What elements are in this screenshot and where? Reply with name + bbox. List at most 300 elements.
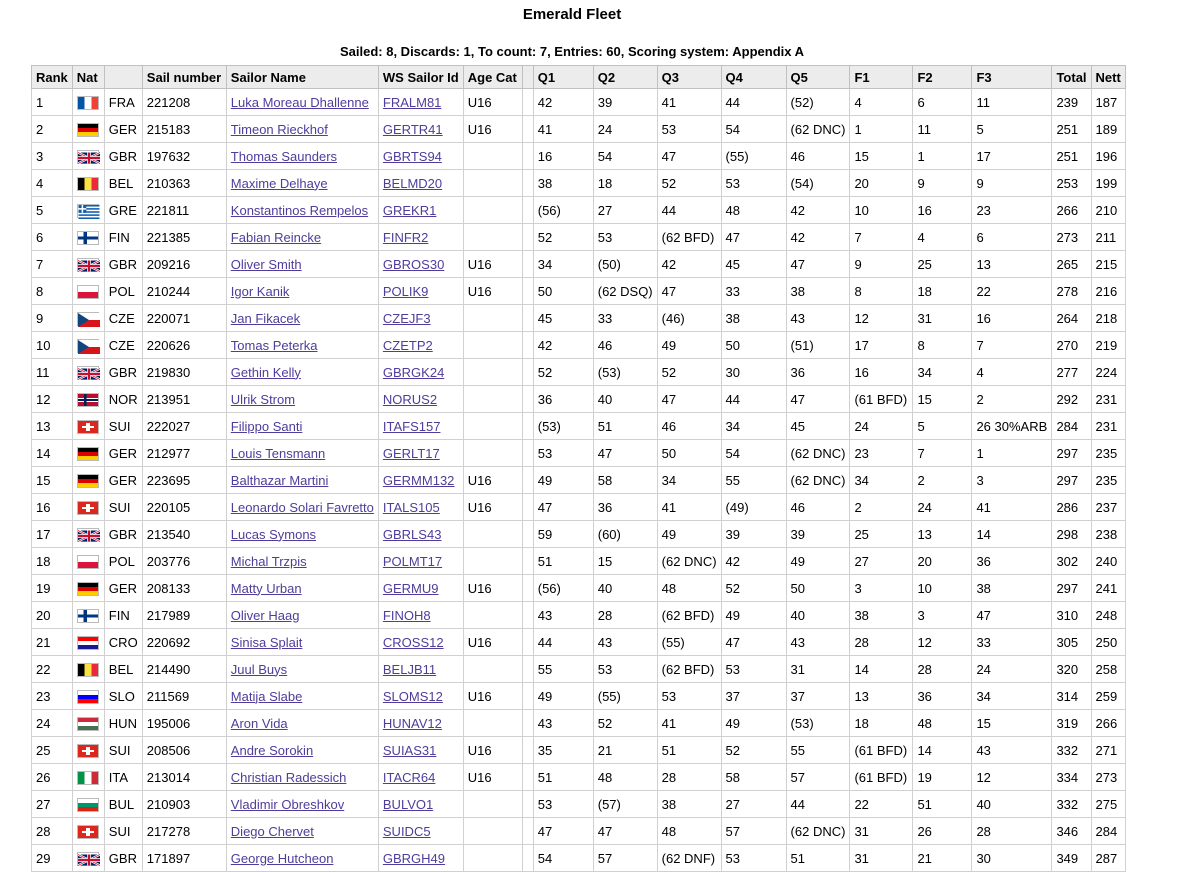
sail-number-cell: 209216 bbox=[142, 251, 226, 278]
ws-sailor-id-cell-link[interactable]: CZETP2 bbox=[382, 337, 433, 353]
table-row bbox=[32, 791, 1126, 818]
table-row bbox=[32, 116, 1126, 143]
pol-flag-icon bbox=[77, 555, 99, 569]
ws-sailor-id-cell-link[interactable]: SLOMS12 bbox=[382, 688, 443, 704]
q2-cell: 57 bbox=[593, 845, 657, 872]
nat-code-cell: CZE bbox=[104, 332, 142, 359]
q2-cell: (60) bbox=[593, 521, 657, 548]
ws-sailor-id-cell-link[interactable]: GBROS30 bbox=[382, 256, 445, 272]
sailor-name-cell bbox=[226, 791, 378, 818]
flag-cell bbox=[72, 629, 104, 656]
q1-cell: 50 bbox=[533, 278, 593, 305]
ws-sailor-id-cell bbox=[378, 413, 463, 440]
q2-cell: 58 bbox=[593, 467, 657, 494]
age-cat-cell: U16 bbox=[463, 764, 522, 791]
sailor-name-cell-link[interactable]: Oliver Haag bbox=[230, 607, 300, 623]
f2-cell: 1 bbox=[913, 143, 972, 170]
col-q2[interactable]: Q2 bbox=[593, 66, 657, 89]
q1-cell: 55 bbox=[533, 656, 593, 683]
col-nett[interactable]: Nett bbox=[1091, 66, 1125, 89]
q5-cell: 40 bbox=[786, 602, 850, 629]
q2-cell: 15 bbox=[593, 548, 657, 575]
flag-cell bbox=[72, 494, 104, 521]
sail-number-cell: 212977 bbox=[142, 440, 226, 467]
sail-number-cell: 208133 bbox=[142, 575, 226, 602]
rank-cell: 14 bbox=[32, 440, 73, 467]
sailor-name-cell-link[interactable]: Luka Moreau Dhallenne bbox=[230, 94, 369, 110]
f3-cell: 34 bbox=[972, 683, 1052, 710]
sail-number-cell: 220692 bbox=[142, 629, 226, 656]
sail-number-cell: 221385 bbox=[142, 224, 226, 251]
f2-cell: 21 bbox=[913, 845, 972, 872]
ws-sailor-id-cell-link[interactable]: BULVO1 bbox=[382, 796, 434, 812]
hun-flag-icon bbox=[77, 717, 99, 731]
age-cat-cell: U16 bbox=[463, 737, 522, 764]
total-cell: 253 bbox=[1052, 170, 1091, 197]
sail-number-cell: 210903 bbox=[142, 791, 226, 818]
ws-sailor-id-cell-link[interactable]: ITAFS157 bbox=[382, 418, 441, 434]
table-row bbox=[32, 845, 1126, 872]
nat-code-cell: NOR bbox=[104, 386, 142, 413]
ws-sailor-id-cell bbox=[378, 737, 463, 764]
q4-cell: 44 bbox=[721, 89, 786, 116]
q5-cell: 42 bbox=[786, 197, 850, 224]
sailor-name-cell bbox=[226, 467, 378, 494]
sailor-name-cell-link[interactable]: Leonardo Solari Favretto bbox=[230, 499, 374, 515]
flag-cell bbox=[72, 791, 104, 818]
total-cell: 251 bbox=[1052, 143, 1091, 170]
f1-cell: (61 BFD) bbox=[850, 737, 913, 764]
rank-cell: 21 bbox=[32, 629, 73, 656]
q2-cell: 36 bbox=[593, 494, 657, 521]
ws-sailor-id-cell-link[interactable]: GREKR1 bbox=[382, 202, 437, 218]
col-q1[interactable]: Q1 bbox=[533, 66, 593, 89]
nat-code-cell: GBR bbox=[104, 521, 142, 548]
col-rank[interactable]: Rank bbox=[32, 66, 73, 89]
table-row bbox=[32, 170, 1126, 197]
ws-sailor-id-cell bbox=[378, 683, 463, 710]
sailor-name-cell-link[interactable]: Diego Chervet bbox=[230, 823, 314, 839]
q2-cell: 18 bbox=[593, 170, 657, 197]
sailor-name-cell-link[interactable]: Matty Urban bbox=[230, 580, 302, 596]
f3-cell: 13 bbox=[972, 251, 1052, 278]
q4-cell: 52 bbox=[721, 575, 786, 602]
f2-cell: 15 bbox=[913, 386, 972, 413]
rank-cell: 7 bbox=[32, 251, 73, 278]
q4-cell: 44 bbox=[721, 386, 786, 413]
sailor-name-cell-link[interactable]: Louis Tensmann bbox=[230, 445, 326, 461]
sailor-name-cell-link[interactable]: Konstantinos Rempelos bbox=[230, 202, 369, 218]
f2-cell: 34 bbox=[913, 359, 972, 386]
ws-sailor-id-cell bbox=[378, 818, 463, 845]
q4-cell: (55) bbox=[721, 143, 786, 170]
q1-cell: 47 bbox=[533, 494, 593, 521]
fin-flag-icon bbox=[77, 231, 99, 245]
q3-cell: (55) bbox=[657, 629, 721, 656]
q3-cell: (62 DNF) bbox=[657, 845, 721, 872]
table-row bbox=[32, 413, 1126, 440]
sailor-name-cell-link[interactable]: Matija Slabe bbox=[230, 688, 303, 704]
q2-cell: (57) bbox=[593, 791, 657, 818]
col-nat[interactable]: Nat bbox=[72, 66, 104, 89]
table-row bbox=[32, 629, 1126, 656]
flag-cell bbox=[72, 467, 104, 494]
flag-cell bbox=[72, 143, 104, 170]
flag-cell bbox=[72, 656, 104, 683]
q5-cell: 43 bbox=[786, 305, 850, 332]
sailor-name-cell bbox=[226, 521, 378, 548]
spacer-cell bbox=[522, 575, 533, 602]
nett-cell: 235 bbox=[1091, 440, 1125, 467]
sailor-name-cell-link[interactable]: Fabian Reincke bbox=[230, 229, 322, 245]
f1-cell: 22 bbox=[850, 791, 913, 818]
q4-cell: 53 bbox=[721, 845, 786, 872]
f2-cell: 24 bbox=[913, 494, 972, 521]
spacer-cell bbox=[522, 224, 533, 251]
total-cell: 297 bbox=[1052, 467, 1091, 494]
rank-cell: 27 bbox=[32, 791, 73, 818]
flag-cell bbox=[72, 197, 104, 224]
f2-cell: 2 bbox=[913, 467, 972, 494]
f3-cell: 43 bbox=[972, 737, 1052, 764]
sailor-name-cell bbox=[226, 575, 378, 602]
sailor-name-cell-link[interactable]: Maxime Delhaye bbox=[230, 175, 328, 191]
q1-cell: (56) bbox=[533, 197, 593, 224]
ws-sailor-id-cell-link[interactable]: GBRTS94 bbox=[382, 148, 442, 164]
col-q4[interactable]: Q4 bbox=[721, 66, 786, 89]
q3-cell: 52 bbox=[657, 170, 721, 197]
spacer-cell bbox=[522, 170, 533, 197]
col-spacer bbox=[522, 66, 533, 89]
total-cell: 284 bbox=[1052, 413, 1091, 440]
f1-cell: 12 bbox=[850, 305, 913, 332]
col-ws-sailor-id[interactable]: WS Sailor Id bbox=[378, 66, 463, 89]
col-f1[interactable]: F1 bbox=[850, 66, 913, 89]
ws-sailor-id-cell-link[interactable]: POLMT17 bbox=[382, 553, 443, 569]
q5-cell: (62 DNC) bbox=[786, 467, 850, 494]
sailor-name-cell-link[interactable]: Timeon Rieckhof bbox=[230, 121, 328, 137]
total-cell: 349 bbox=[1052, 845, 1091, 872]
total-cell: 292 bbox=[1052, 386, 1091, 413]
nat-code-cell: GER bbox=[104, 116, 142, 143]
f3-cell: 14 bbox=[972, 521, 1052, 548]
sailor-name-cell-link[interactable]: Andre Sorokin bbox=[230, 742, 314, 758]
q1-cell: 44 bbox=[533, 629, 593, 656]
age-cat-cell bbox=[463, 305, 522, 332]
q5-cell: 36 bbox=[786, 359, 850, 386]
f3-cell: 3 bbox=[972, 467, 1052, 494]
f3-cell: 17 bbox=[972, 143, 1052, 170]
f3-cell: 6 bbox=[972, 224, 1052, 251]
age-cat-cell bbox=[463, 143, 522, 170]
total-cell: 273 bbox=[1052, 224, 1091, 251]
q1-cell: 38 bbox=[533, 170, 593, 197]
col-q3[interactable]: Q3 bbox=[657, 66, 721, 89]
gbr-flag-icon bbox=[77, 258, 99, 272]
ws-sailor-id-cell-link[interactable]: GBRGH49 bbox=[382, 850, 446, 866]
ws-sailor-id-cell-link[interactable]: ITACR64 bbox=[382, 769, 436, 785]
f1-cell: 17 bbox=[850, 332, 913, 359]
sailor-name-cell bbox=[226, 737, 378, 764]
total-cell: 277 bbox=[1052, 359, 1091, 386]
sailor-name-cell-link[interactable]: Jan Fikacek bbox=[230, 310, 301, 326]
rank-cell: 5 bbox=[32, 197, 73, 224]
f1-cell: 23 bbox=[850, 440, 913, 467]
sailor-name-cell-link[interactable]: Balthazar Martini bbox=[230, 472, 329, 488]
flag-cell bbox=[72, 521, 104, 548]
q5-cell: (51) bbox=[786, 332, 850, 359]
nett-cell: 240 bbox=[1091, 548, 1125, 575]
nett-cell: 241 bbox=[1091, 575, 1125, 602]
ws-sailor-id-cell bbox=[378, 224, 463, 251]
sailor-name-cell-link[interactable]: Sinisa Splait bbox=[230, 634, 303, 650]
q5-cell: 57 bbox=[786, 764, 850, 791]
ws-sailor-id-cell-link[interactable]: ITALS105 bbox=[382, 499, 440, 515]
q3-cell: 28 bbox=[657, 764, 721, 791]
total-cell: 239 bbox=[1052, 89, 1091, 116]
nat-code-cell: POL bbox=[104, 548, 142, 575]
age-cat-cell: U16 bbox=[463, 89, 522, 116]
f2-cell: 14 bbox=[913, 737, 972, 764]
ws-sailor-id-cell-link[interactable]: GERLT17 bbox=[382, 445, 440, 461]
f3-cell: 9 bbox=[972, 170, 1052, 197]
col-total[interactable]: Total bbox=[1052, 66, 1091, 89]
f1-cell: 14 bbox=[850, 656, 913, 683]
age-cat-cell bbox=[463, 656, 522, 683]
ws-sailor-id-cell-link[interactable]: POLIK9 bbox=[382, 283, 429, 299]
spacer-cell bbox=[522, 89, 533, 116]
sail-number-cell: 213014 bbox=[142, 764, 226, 791]
flag-cell bbox=[72, 359, 104, 386]
flag-cell bbox=[72, 224, 104, 251]
spacer-cell bbox=[522, 791, 533, 818]
q1-cell: 34 bbox=[533, 251, 593, 278]
f1-cell: 10 bbox=[850, 197, 913, 224]
col-f3[interactable]: F3 bbox=[972, 66, 1052, 89]
ws-sailor-id-cell bbox=[378, 845, 463, 872]
ws-sailor-id-cell-link[interactable]: FRALM81 bbox=[382, 94, 442, 110]
spacer-cell bbox=[522, 656, 533, 683]
results-table bbox=[31, 65, 1126, 872]
sailor-name-cell-link[interactable]: Aron Vida bbox=[230, 715, 288, 731]
sailor-name-cell-link[interactable]: Vladimir Obreshkov bbox=[230, 796, 345, 812]
age-cat-cell: U16 bbox=[463, 116, 522, 143]
q5-cell: (62 DNC) bbox=[786, 116, 850, 143]
q4-cell: 48 bbox=[721, 197, 786, 224]
ws-sailor-id-cell-link[interactable]: GERTR41 bbox=[382, 121, 443, 137]
nett-cell: 275 bbox=[1091, 791, 1125, 818]
total-cell: 314 bbox=[1052, 683, 1091, 710]
f2-cell: 3 bbox=[913, 602, 972, 629]
rank-cell: 10 bbox=[32, 332, 73, 359]
ws-sailor-id-cell-link[interactable]: GBRLS43 bbox=[382, 526, 442, 542]
f1-cell: 13 bbox=[850, 683, 913, 710]
table-row bbox=[32, 143, 1126, 170]
ws-sailor-id-cell-link[interactable]: SUIDC5 bbox=[382, 823, 431, 839]
ws-sailor-id-cell-link[interactable]: NORUS2 bbox=[382, 391, 438, 407]
f2-cell: 26 bbox=[913, 818, 972, 845]
ws-sailor-id-cell-link[interactable]: GERMM132 bbox=[382, 472, 455, 488]
sailor-name-cell-link[interactable]: Christian Radessich bbox=[230, 769, 347, 785]
q3-cell: 51 bbox=[657, 737, 721, 764]
q2-cell: (55) bbox=[593, 683, 657, 710]
total-cell: 332 bbox=[1052, 791, 1091, 818]
ger-flag-icon bbox=[77, 582, 99, 596]
sailor-name-cell bbox=[226, 818, 378, 845]
col-nat-code bbox=[104, 66, 142, 89]
q2-cell: 40 bbox=[593, 386, 657, 413]
age-cat-cell: U16 bbox=[463, 629, 522, 656]
rank-cell: 19 bbox=[32, 575, 73, 602]
sailor-name-cell bbox=[226, 143, 378, 170]
sailor-name-cell-link[interactable]: Gethin Kelly bbox=[230, 364, 301, 380]
page-title: Emerald Fleet bbox=[522, 6, 622, 23]
flag-cell bbox=[72, 386, 104, 413]
flag-cell bbox=[72, 278, 104, 305]
ws-sailor-id-cell-link[interactable]: FINFR2 bbox=[382, 229, 429, 245]
sui-flag-icon bbox=[77, 501, 99, 515]
q1-cell: 53 bbox=[533, 440, 593, 467]
f1-cell: 24 bbox=[850, 413, 913, 440]
q5-cell: 39 bbox=[786, 521, 850, 548]
nat-code-cell: SUI bbox=[104, 737, 142, 764]
spacer-cell bbox=[522, 764, 533, 791]
ws-sailor-id-cell-link[interactable]: BELJB11 bbox=[382, 661, 437, 677]
nett-cell: 237 bbox=[1091, 494, 1125, 521]
age-cat-cell: U16 bbox=[463, 251, 522, 278]
sailor-name-cell-link[interactable]: Filippo Santi bbox=[230, 418, 303, 434]
q1-cell: 43 bbox=[533, 710, 593, 737]
col-f2[interactable]: F2 bbox=[913, 66, 972, 89]
f2-cell: 6 bbox=[913, 89, 972, 116]
table-row bbox=[32, 440, 1126, 467]
f3-cell: 47 bbox=[972, 602, 1052, 629]
ita-flag-icon bbox=[77, 771, 99, 785]
f1-cell: 27 bbox=[850, 548, 913, 575]
nat-code-cell: FIN bbox=[104, 224, 142, 251]
age-cat-cell bbox=[463, 224, 522, 251]
f3-cell: 5 bbox=[972, 116, 1052, 143]
ws-sailor-id-cell-link[interactable]: SUIAS31 bbox=[382, 742, 437, 758]
q5-cell: 51 bbox=[786, 845, 850, 872]
nat-code-cell: BEL bbox=[104, 170, 142, 197]
sailor-name-cell-link[interactable]: George Hutcheon bbox=[230, 850, 334, 866]
nett-cell: 235 bbox=[1091, 467, 1125, 494]
total-cell: 334 bbox=[1052, 764, 1091, 791]
total-cell: 302 bbox=[1052, 548, 1091, 575]
sui-flag-icon bbox=[77, 420, 99, 434]
rank-cell: 25 bbox=[32, 737, 73, 764]
table-row bbox=[32, 575, 1126, 602]
col-age-cat[interactable]: Age Cat bbox=[463, 66, 522, 89]
flag-cell bbox=[72, 818, 104, 845]
col-sail-number[interactable]: Sail number bbox=[142, 66, 226, 89]
cze-flag-icon bbox=[77, 312, 99, 326]
ws-sailor-id-cell bbox=[378, 251, 463, 278]
sailor-name-cell bbox=[226, 656, 378, 683]
sailor-name-cell-link[interactable]: Tomas Peterka bbox=[230, 337, 318, 353]
sailor-name-cell-link[interactable]: Michal Trzpis bbox=[230, 553, 307, 569]
sailor-name-cell-link[interactable]: Ulrik Strom bbox=[230, 391, 296, 407]
sailor-name-cell-link[interactable]: Oliver Smith bbox=[230, 256, 302, 272]
ws-sailor-id-cell-link[interactable]: FINOH8 bbox=[382, 607, 431, 623]
ws-sailor-id-cell-link[interactable]: BELMD20 bbox=[382, 175, 443, 191]
age-cat-cell bbox=[463, 818, 522, 845]
q2-cell: 47 bbox=[593, 818, 657, 845]
f2-cell: 48 bbox=[913, 710, 972, 737]
f2-cell: 5 bbox=[913, 413, 972, 440]
q2-cell: (50) bbox=[593, 251, 657, 278]
ws-sailor-id-cell-link[interactable]: CROSS12 bbox=[382, 634, 444, 650]
table-row bbox=[32, 494, 1126, 521]
ws-sailor-id-cell bbox=[378, 116, 463, 143]
gre-flag-icon bbox=[77, 204, 99, 218]
nett-cell: 187 bbox=[1091, 89, 1125, 116]
ws-sailor-id-cell bbox=[378, 710, 463, 737]
f1-cell: 16 bbox=[850, 359, 913, 386]
sailor-name-cell-link[interactable]: Thomas Saunders bbox=[230, 148, 338, 164]
spacer-cell bbox=[522, 440, 533, 467]
total-cell: 286 bbox=[1052, 494, 1091, 521]
table-row bbox=[32, 251, 1126, 278]
q4-cell: 57 bbox=[721, 818, 786, 845]
f2-cell: 12 bbox=[913, 629, 972, 656]
q3-cell: 44 bbox=[657, 197, 721, 224]
table-row bbox=[32, 548, 1126, 575]
age-cat-cell bbox=[463, 197, 522, 224]
sailor-name-cell bbox=[226, 224, 378, 251]
q4-cell: 53 bbox=[721, 656, 786, 683]
q1-cell: 43 bbox=[533, 602, 593, 629]
sailor-name-cell-link[interactable]: Juul Buys bbox=[230, 661, 288, 677]
col-q5[interactable]: Q5 bbox=[786, 66, 850, 89]
q1-cell: 42 bbox=[533, 332, 593, 359]
ws-sailor-id-cell-link[interactable]: GBRGK24 bbox=[382, 364, 445, 380]
ws-sailor-id-cell bbox=[378, 386, 463, 413]
nett-cell: 287 bbox=[1091, 845, 1125, 872]
sail-number-cell: 217989 bbox=[142, 602, 226, 629]
ws-sailor-id-cell-link[interactable]: HUNAV12 bbox=[382, 715, 442, 731]
nat-code-cell: GBR bbox=[104, 143, 142, 170]
rank-cell: 1 bbox=[32, 89, 73, 116]
f1-cell: 18 bbox=[850, 710, 913, 737]
sailor-name-cell bbox=[226, 197, 378, 224]
spacer-cell bbox=[522, 359, 533, 386]
sailor-name-cell-link[interactable]: Igor Kanik bbox=[230, 283, 290, 299]
nett-cell: 284 bbox=[1091, 818, 1125, 845]
q1-cell: 47 bbox=[533, 818, 593, 845]
nat-code-cell: BEL bbox=[104, 656, 142, 683]
rank-cell: 15 bbox=[32, 467, 73, 494]
f1-cell: 25 bbox=[850, 521, 913, 548]
q4-cell: 58 bbox=[721, 764, 786, 791]
ws-sailor-id-cell-link[interactable]: GERMU9 bbox=[382, 580, 439, 596]
q3-cell: 47 bbox=[657, 386, 721, 413]
ws-sailor-id-cell bbox=[378, 521, 463, 548]
f1-cell: 28 bbox=[850, 629, 913, 656]
sail-number-cell: 211569 bbox=[142, 683, 226, 710]
ws-sailor-id-cell-link[interactable]: CZEJF3 bbox=[382, 310, 431, 326]
ws-sailor-id-cell bbox=[378, 494, 463, 521]
rank-cell: 3 bbox=[32, 143, 73, 170]
sailor-name-cell-link[interactable]: Lucas Symons bbox=[230, 526, 317, 542]
f2-cell: 10 bbox=[913, 575, 972, 602]
total-cell: 251 bbox=[1052, 116, 1091, 143]
spacer-cell bbox=[522, 386, 533, 413]
nat-code-cell: SUI bbox=[104, 413, 142, 440]
spacer-cell bbox=[522, 521, 533, 548]
col-sailor-name[interactable]: Sailor Name bbox=[226, 66, 378, 89]
